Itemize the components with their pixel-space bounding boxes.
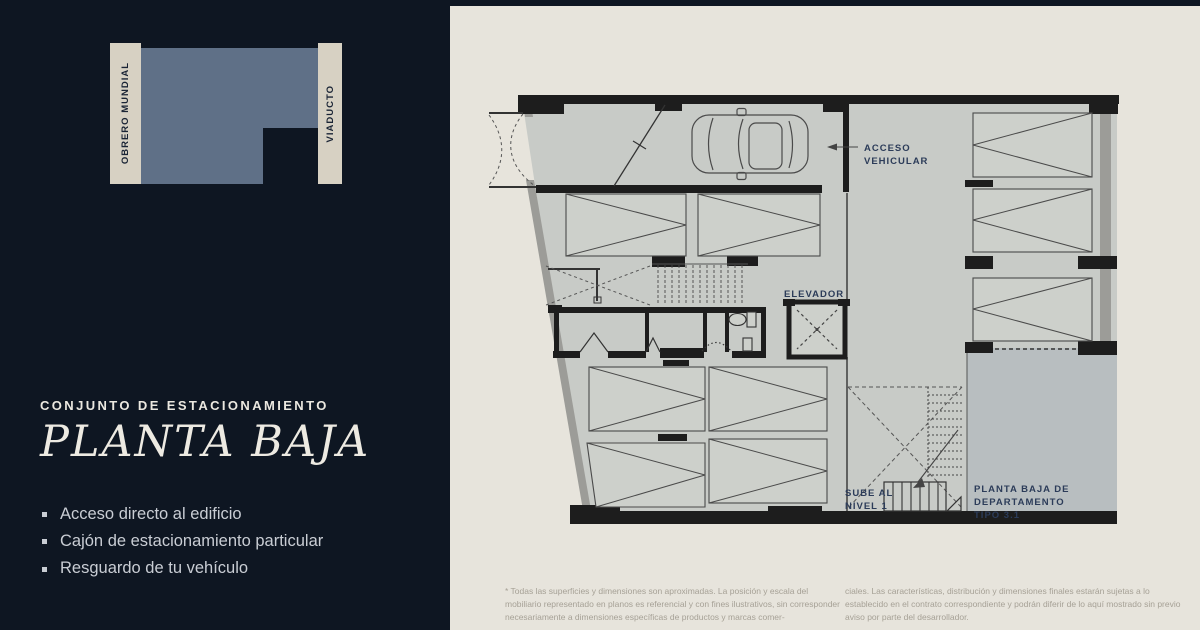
svg-text:ACCESO: ACCESO xyxy=(864,143,911,154)
svg-text:SUBE AL: SUBE AL xyxy=(845,488,894,499)
site-block-notch xyxy=(263,128,318,184)
page-title: PLANTA BAJA xyxy=(40,417,371,467)
svg-text:PLANTA BAJA DE: PLANTA BAJA DE xyxy=(974,484,1070,495)
list-item xyxy=(42,555,440,582)
street-strip-left xyxy=(110,43,141,184)
svg-text:DEPARTAMENTO: DEPARTAMENTO xyxy=(974,497,1065,508)
location-map xyxy=(110,43,342,184)
list-item xyxy=(42,501,440,528)
feature-text: Acceso directo al edificio xyxy=(60,505,242,523)
street-strip-right xyxy=(318,43,342,184)
street-label-viaducto: VIADUCTO xyxy=(324,84,336,143)
feature-list xyxy=(42,501,440,583)
list-item xyxy=(42,528,440,555)
svg-text:TIPO 3.1: TIPO 3.1 xyxy=(974,510,1021,521)
elevador-label: ELEVADOR xyxy=(784,289,845,300)
site-block xyxy=(141,48,318,184)
svg-text:VEHICULAR: VEHICULAR xyxy=(864,156,929,167)
footnote-left: * Todas las superficies y dimensiones son aproximadas. La posición y escala del mobiliario representado en planos es referencial y con fines ilustrativos, sin corresponder necesariamente a dimensiones específicas de productos y marcas comer- xyxy=(505,586,840,622)
bullet-icon xyxy=(42,539,47,544)
svg-text:NIVEL 1: NIVEL 1 xyxy=(845,501,888,512)
bullet-icon xyxy=(42,567,47,572)
street-label-obrero-mundial: OBRERO MUNDIAL xyxy=(120,62,131,165)
footnote-right: ciales. Las características, distribución y dimensiones finales estarán sujetas a lo establecido en el contrato correspondiente y podrán diferir de lo aquí mostrado sin previo aviso por parte del desarrollador. xyxy=(845,586,1181,622)
floor-plan xyxy=(480,85,1130,530)
bullet-icon xyxy=(42,512,47,517)
elevator-shaft xyxy=(783,299,850,357)
feature-text: Cajón de estacionamiento particular xyxy=(60,532,324,551)
right-inner-wall xyxy=(1100,113,1111,347)
feature-text: Resguardo de tu vehículo xyxy=(60,559,249,578)
sidebar-text xyxy=(40,398,440,583)
parking-stalls-right xyxy=(973,113,1092,341)
section-kicker: CONJUNTO DE ESTACIONAMIENTO xyxy=(40,398,329,413)
